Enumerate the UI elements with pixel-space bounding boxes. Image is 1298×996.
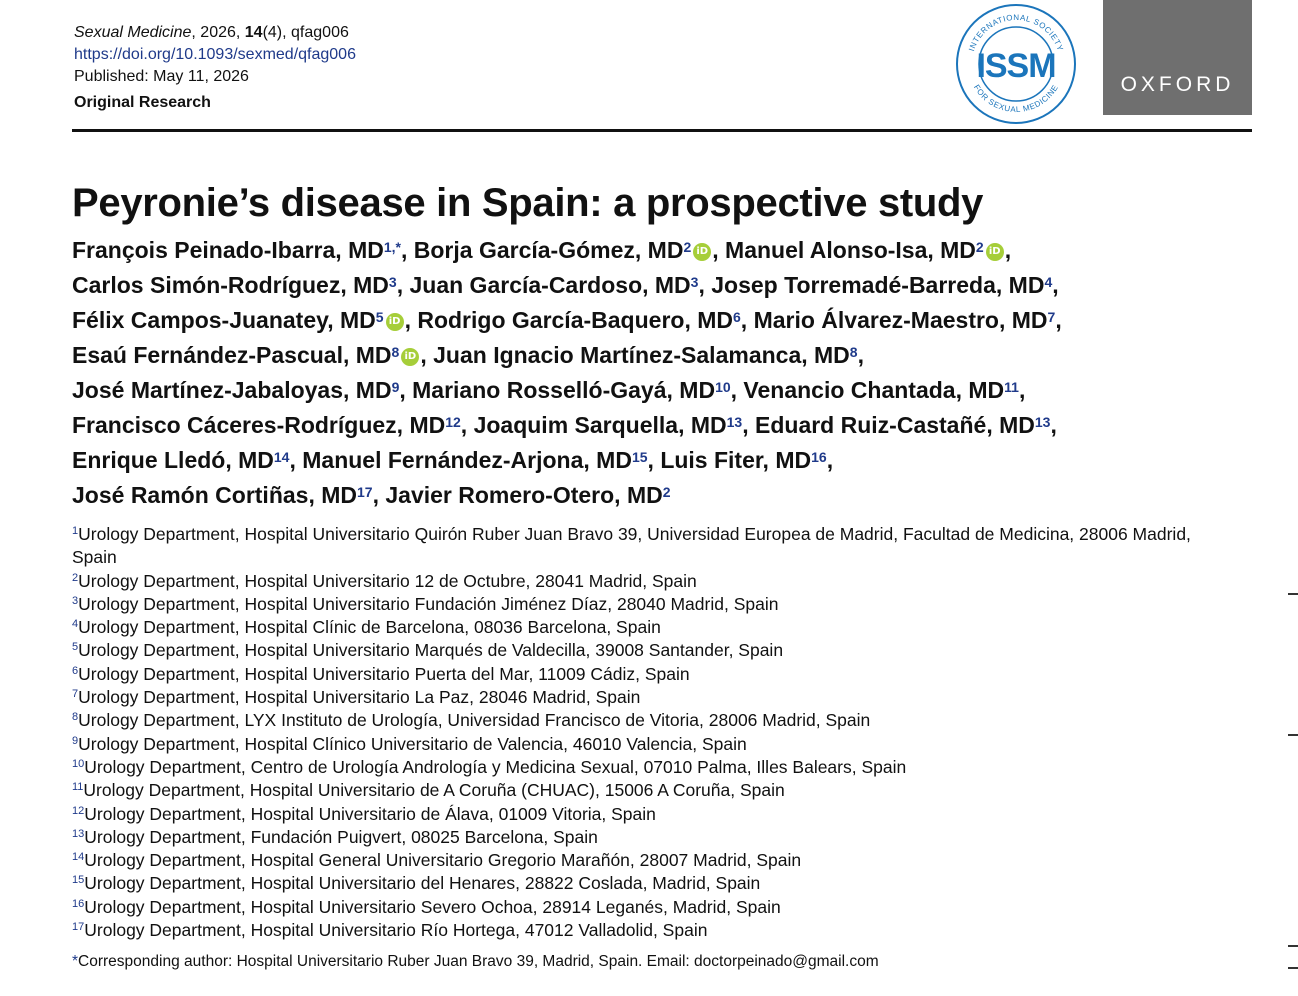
oxford-logo — [1103, 0, 1252, 115]
author-affiliation-ref[interactable]: 17 — [357, 484, 373, 500]
journal-issue-article: (4), qfag006 — [262, 24, 349, 41]
author-separator: , — [730, 377, 744, 403]
affiliation-text: Urology Department, LYX Instituto de Urología, Universidad Francisco de Vitoria, 28006 Madrid, Spain — [78, 710, 871, 731]
corresponding-text: Corresponding author: Hospital Universitario Ruber Juan Bravo 39, Madrid, Spain. Email: doctorpeinado@gmail.com — [78, 953, 879, 970]
author-separator: , — [712, 237, 726, 263]
author-name[interactable]: Manuel Fernández-Arjona, MD — [302, 447, 632, 473]
author-separator: , — [1055, 307, 1062, 333]
orcid-icon[interactable]: iD — [986, 243, 1004, 261]
author-name[interactable]: Enrique Lledó, MD — [72, 447, 274, 473]
author-name[interactable]: José Ramón Cortiñas, MD — [72, 482, 357, 508]
author-name[interactable]: Félix Campos-Juanatey, MD — [72, 307, 376, 333]
affiliation-number: 17 — [72, 921, 85, 934]
author-affiliation-ref[interactable]: 11 — [1004, 379, 1019, 395]
author-list — [72, 233, 1272, 513]
affiliation-text: Urology Department, Hospital Clínic de Barcelona, 08036 Barcelona, Spain — [78, 617, 661, 638]
affiliation-number: 14 — [72, 851, 85, 864]
author-separator: , — [698, 272, 712, 298]
author-affiliation-ref[interactable]: 8 — [849, 344, 858, 360]
journal-name: Sexual Medicine — [74, 24, 192, 41]
affiliation-item — [72, 826, 1232, 849]
affiliation-item — [72, 779, 1232, 802]
affiliation-number: 3 — [72, 594, 79, 607]
issm-ring-bottom-text: FOR SEXUAL MEDICINE — [971, 83, 1061, 115]
affiliation-number: 1 — [72, 525, 79, 537]
author-name[interactable]: Rodrigo García-Baquero, MD — [417, 307, 733, 333]
author-affiliation-ref[interactable]: 10 — [715, 379, 731, 395]
author-affiliation-ref[interactable]: 7 — [1047, 309, 1056, 325]
page-edge-mark — [1288, 945, 1298, 947]
author-separator: , — [647, 447, 661, 473]
article-meta — [74, 22, 356, 114]
author-affiliation-ref[interactable]: 16 — [811, 449, 827, 465]
orcid-icon[interactable]: iD — [401, 348, 419, 366]
affiliation-number: 10 — [72, 757, 85, 770]
author-affiliation-ref[interactable]: 5 — [375, 309, 384, 325]
affiliation-text: Urology Department, Hospital Universitario Severo Ochoa, 28914 Leganés, Madrid, Spain — [84, 896, 781, 917]
affiliation-number: 5 — [72, 641, 79, 654]
author-affiliation-ref[interactable]: 3 — [388, 274, 397, 290]
affiliation-text: Urology Department, Hospital Universitario de A Coruña (CHUAC), 15006 A Coruña, Spain — [83, 780, 785, 801]
page-edge-mark — [1288, 967, 1298, 969]
author-line — [72, 303, 1272, 338]
author-affiliation-ref[interactable]: 2 — [683, 239, 692, 255]
affiliation-item — [72, 849, 1232, 872]
corresponding-star: * — [72, 953, 79, 970]
publisher-name: OXFORD — [1120, 73, 1235, 96]
author-line — [72, 478, 1272, 513]
affiliation-item — [72, 663, 1232, 686]
author-separator: , — [1004, 237, 1012, 263]
author-name[interactable]: Javier Romero-Otero, MD — [385, 482, 663, 508]
author-affiliation-ref[interactable]: 1,* — [383, 239, 401, 255]
author-affiliation-ref[interactable]: 15 — [631, 449, 648, 465]
author-separator: , — [289, 447, 303, 473]
article-title: Peyronie’s disease in Spain: a prospective study — [72, 181, 984, 225]
orcid-icon[interactable]: iD — [386, 313, 404, 331]
affiliation-number: 4 — [72, 618, 79, 631]
author-affiliation-ref[interactable]: 4 — [1044, 274, 1053, 290]
author-name[interactable]: Mariano Rosselló-Gayá, MD — [412, 377, 716, 403]
author-name[interactable]: José Martínez-Jabaloyas, MD — [72, 377, 392, 403]
affiliation-item — [72, 919, 1232, 942]
author-line — [72, 233, 1272, 268]
affiliation-item — [72, 896, 1232, 919]
author-separator: , — [1050, 412, 1057, 438]
affiliation-item — [72, 639, 1232, 662]
affiliation-text: Urology Department, Fundación Puigvert, 08025 Barcelona, Spain — [84, 826, 598, 847]
author-separator: , — [404, 307, 418, 333]
affiliation-number: 7 — [72, 688, 79, 701]
issm-logo — [954, 2, 1078, 126]
author-affiliation-ref[interactable]: 14 — [273, 449, 290, 465]
affiliation-number: 11 — [72, 781, 84, 794]
author-affiliation-ref[interactable]: 3 — [690, 274, 699, 290]
issm-logo-text: ISSM — [976, 47, 1056, 85]
author-affiliation-ref[interactable]: 13 — [1034, 414, 1051, 430]
affiliation-item — [72, 616, 1232, 639]
affiliation-text: Urology Department, Centro de Urología Andrología y Medicina Sexual, 07010 Palma, Illes Balears, Spain — [84, 756, 907, 777]
journal-volume: 14 — [244, 24, 263, 41]
author-separator: , — [1018, 377, 1026, 403]
author-line — [72, 268, 1272, 303]
author-name[interactable]: Juan Ignacio Martínez-Salamanca, MD — [433, 342, 850, 368]
orcid-icon[interactable]: iD — [693, 243, 711, 261]
affiliation-number: 15 — [72, 874, 85, 887]
journal-citation — [74, 22, 356, 44]
affiliation-item — [72, 523, 1232, 570]
affiliation-number: 8 — [72, 711, 79, 724]
affiliation-text: Urology Department, Hospital Universitario de Álava, 01009 Vitoria, Spain — [84, 803, 656, 824]
svg-text:FOR SEXUAL MEDICINE — [972, 83, 1060, 114]
author-name[interactable]: Mario Álvarez-Maestro, MD — [753, 307, 1048, 333]
author-name[interactable]: Luis Fiter, MD — [660, 447, 812, 473]
author-name[interactable]: Carlos Simón-Rodríguez, MD — [72, 272, 389, 298]
author-name[interactable]: Esaú Fernández-Pascual, MD — [72, 342, 392, 368]
affiliation-list — [72, 523, 1232, 942]
author-line — [72, 443, 1272, 478]
author-separator: , — [857, 342, 864, 368]
affiliation-number: 6 — [72, 664, 79, 677]
page-edge-mark — [1288, 593, 1298, 595]
affiliation-number: 12 — [72, 804, 85, 817]
author-affiliation-ref[interactable]: 2 — [975, 239, 984, 255]
author-affiliation-ref[interactable]: 13 — [726, 414, 743, 430]
affiliation-text: Urology Department, Hospital Universitario Fundación Jiménez Díaz, 28040 Madrid, Spain — [78, 593, 779, 614]
published-date: Published: May 11, 2026 — [74, 68, 249, 85]
author-name[interactable]: Borja García-Gómez, MD — [413, 237, 684, 263]
author-name[interactable]: Juan García-Cardoso, MD — [409, 272, 691, 298]
corresponding-author — [72, 952, 879, 972]
affiliation-text: Urology Department, Hospital Universitario Puerta del Mar, 11009 Cádiz, Spain — [78, 663, 690, 684]
author-separator: , — [460, 412, 474, 438]
affiliation-item — [72, 733, 1232, 756]
author-line — [72, 373, 1272, 408]
author-affiliation-ref[interactable]: 2 — [662, 484, 671, 500]
author-line — [72, 408, 1272, 443]
affiliation-item — [72, 803, 1232, 826]
affiliation-item — [72, 593, 1232, 616]
header-rule — [72, 129, 1252, 132]
affiliation-text: Urology Department, Hospital Universitario 12 de Octubre, 28041 Madrid, Spain — [78, 570, 697, 591]
affiliation-text: Urology Department, Hospital Universitario Quirón Ruber Juan Bravo 39, Universidad Europea de Madrid, Facultad de Medicina, 28006 Madrid, Spain — [72, 524, 1191, 568]
author-name[interactable]: Manuel Alonso-Isa, MD — [725, 237, 976, 263]
issm-ring-top-text: INTERNATIONAL SOCIETY — [967, 12, 1065, 53]
author-separator: , — [826, 447, 834, 473]
author-affiliation-ref[interactable]: 8 — [391, 344, 400, 360]
affiliation-text: Urology Department, Hospital Universitario del Henares, 28822 Coslada, Madrid, Spain — [84, 873, 761, 894]
journal-year: , 2026, — [191, 24, 245, 41]
page-edge-mark — [1288, 734, 1298, 736]
author-line — [72, 338, 1272, 373]
affiliation-item — [72, 872, 1232, 895]
author-name[interactable]: François Peinado-Ibarra, MD — [72, 237, 384, 263]
affiliation-text: Urology Department, Hospital Universitario La Paz, 28046 Madrid, Spain — [78, 687, 641, 708]
author-name[interactable]: Eduard Ruiz-Castañé, MD — [755, 412, 1035, 438]
affiliation-text: Urology Department, Hospital Universitario Río Hortega, 47012 Valladolid, Spain — [84, 920, 708, 941]
doi-link[interactable]: https://doi.org/10.1093/sexmed/qfag006 — [74, 46, 356, 63]
author-affiliation-ref[interactable]: 9 — [391, 379, 400, 395]
affiliation-number: 13 — [72, 827, 85, 840]
author-separator: , — [396, 272, 410, 298]
author-name[interactable]: Francisco Cáceres-Rodríguez, MD — [72, 412, 446, 438]
affiliation-number: 16 — [72, 897, 85, 910]
affiliation-text: Urology Department, Hospital Clínico Universitario de Valencia, 46010 Valencia, Spain — [78, 733, 747, 754]
author-separator: , — [399, 377, 413, 403]
article-type: Original Research — [74, 94, 211, 111]
author-name[interactable]: Josep Torremadé-Barreda, MD — [711, 272, 1045, 298]
affiliation-item — [72, 686, 1232, 709]
author-affiliation-ref[interactable]: 6 — [733, 309, 741, 325]
affiliation-number: 2 — [72, 571, 79, 584]
affiliation-text: Urology Department, Hospital General Universitario Gregorio Marañón, 28007 Madrid, Spain — [84, 850, 802, 871]
author-name[interactable]: Venancio Chantada, MD — [743, 377, 1005, 403]
affiliation-item — [72, 570, 1232, 593]
author-separator: , — [1052, 272, 1059, 298]
affiliation-item — [72, 709, 1232, 732]
author-affiliation-ref[interactable]: 12 — [445, 414, 461, 430]
affiliation-text: Urology Department, Hospital Universitario Marqués de Valdecilla, 39008 Santander, Spain — [78, 640, 784, 661]
author-separator: , — [420, 342, 434, 368]
affiliation-number: 9 — [72, 734, 79, 747]
affiliation-item — [72, 756, 1232, 779]
author-separator: , — [740, 307, 754, 333]
author-name[interactable]: Joaquim Sarquella, MD — [473, 412, 727, 438]
author-separator: , — [372, 482, 386, 508]
author-separator: , — [742, 412, 755, 438]
author-separator: , — [400, 237, 414, 263]
